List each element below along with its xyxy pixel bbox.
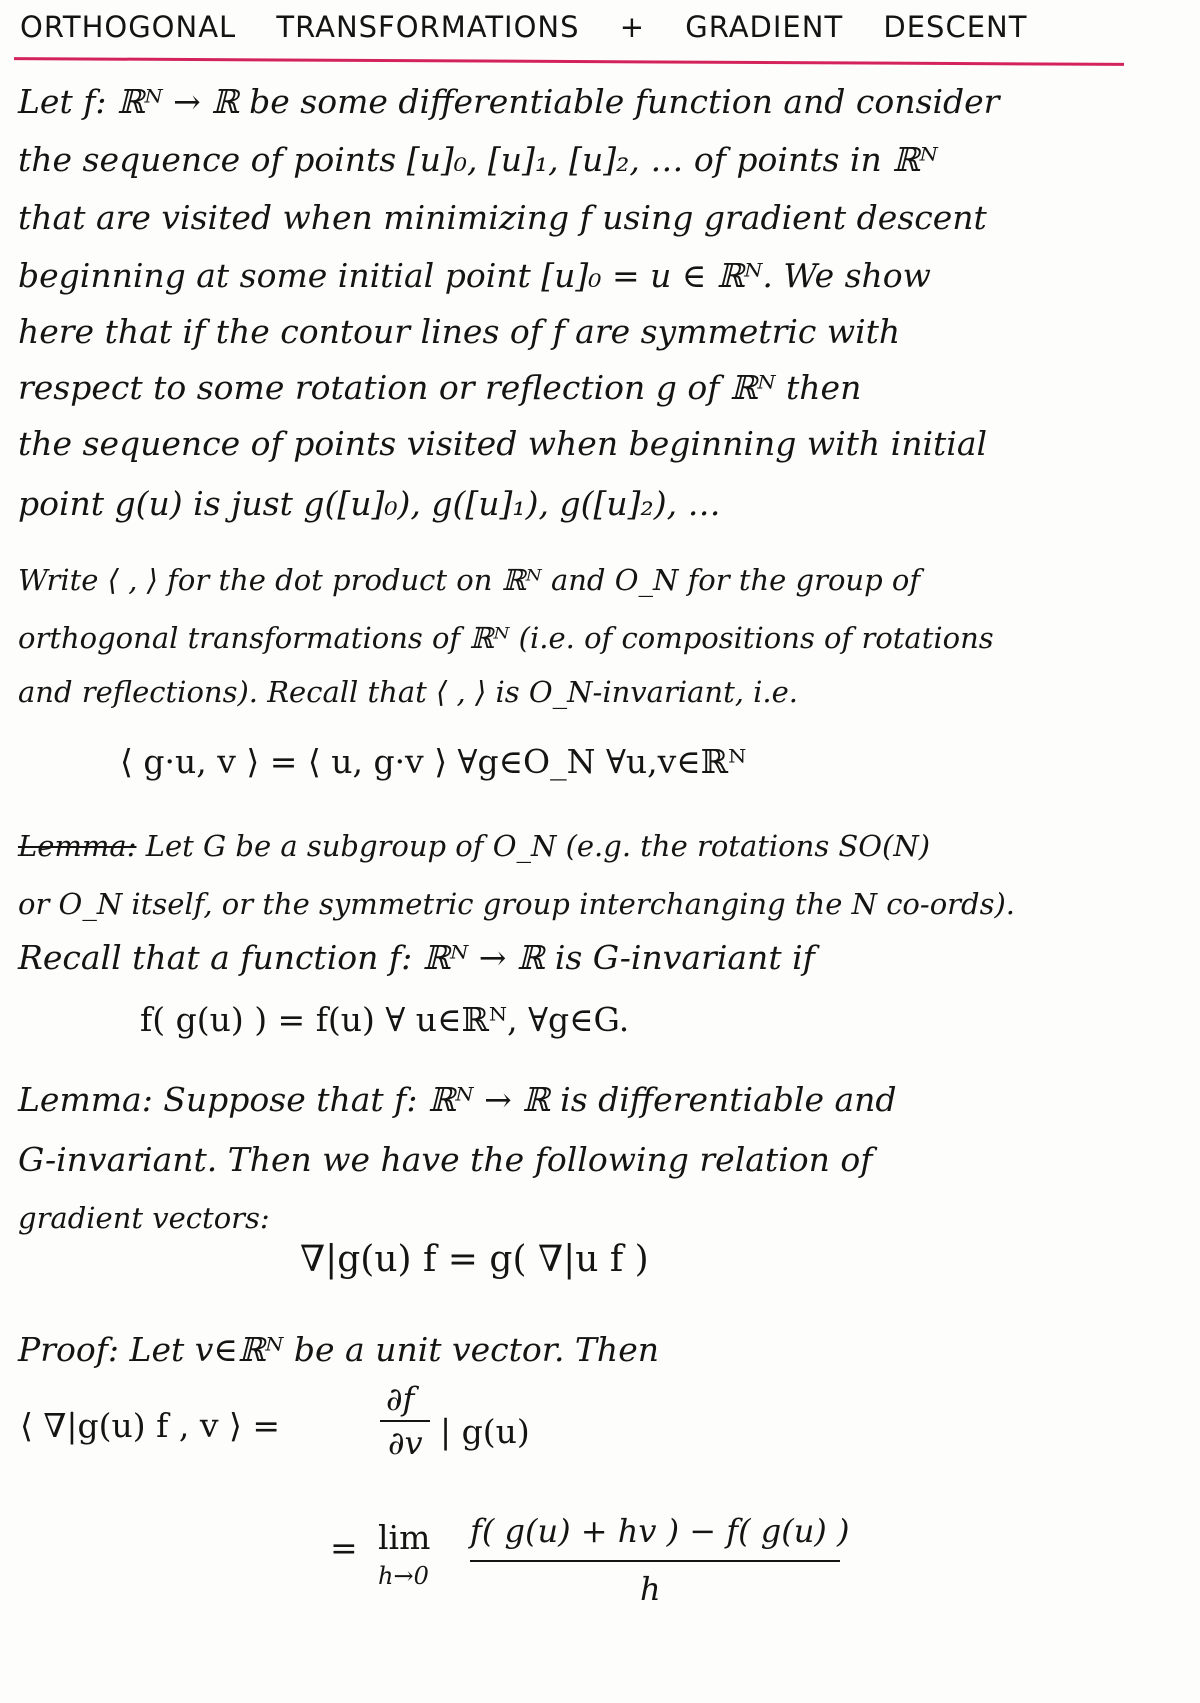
fraction-numerator: ∂f	[386, 1380, 415, 1418]
text-line: or O_N itself, or the symmetric group interchanging the N co-ords).	[18, 887, 1015, 921]
equation-dot-product-invariance: ⟨ g·u, v ⟩ = ⟨ u, g·v ⟩ ∀g∈O_N ∀u,v∈ℝᴺ	[120, 742, 747, 781]
text-line: Lemma: Suppose that f: ℝᴺ → ℝ is differentiable and	[18, 1080, 897, 1119]
text-line	[18, 826, 930, 866]
fraction-bar	[470, 1560, 840, 1562]
text-line: orthogonal transformations of ℝᴺ (i.e. of compositions of rotations	[18, 621, 994, 655]
title-word: GRADIENT	[685, 10, 844, 44]
text-line: Let f: ℝᴺ → ℝ be some differentiable function and consider	[18, 82, 1000, 121]
text-line: the sequence of points [u]₀, [u]₁, [u]₂, … of points in ℝᴺ	[18, 140, 938, 179]
text-line: gradient vectors:	[18, 1201, 270, 1235]
text-line: the sequence of points visited when beginning with initial	[18, 424, 988, 463]
title-word: TRANSFORMATIONS	[276, 10, 580, 44]
text-line: G-invariant. Then we have the following relation of	[18, 1140, 873, 1179]
title-word: ORTHOGONAL	[20, 10, 237, 44]
limit-operator: lim	[378, 1518, 431, 1557]
equals-sign: =	[330, 1528, 358, 1567]
fraction-numerator: f( g(u) + hv ) − f( g(u) )	[470, 1512, 850, 1550]
fraction-denominator: h	[640, 1570, 661, 1608]
title-word: +	[619, 10, 646, 44]
title-underline	[14, 57, 1124, 66]
text-line: that are visited when minimizing f using gradient descent	[18, 198, 987, 237]
text-line: here that if the contour lines of f are symmetric with	[18, 312, 901, 351]
text-line: Write ⟨ , ⟩ for the dot product on ℝᴺ and O_N for the group of	[18, 563, 921, 597]
text-line: Proof: Let v∈ℝᴺ be a unit vector. Then	[18, 1330, 659, 1369]
title-word: DESCENT	[883, 10, 1028, 44]
limit-subscript: h→0	[378, 1562, 429, 1590]
page-title	[20, 10, 1130, 44]
crossed-out-word: Lemma:	[18, 829, 137, 863]
text-span: Let G be a subgroup of O_N (e.g. the rotations SO(N)	[145, 829, 931, 863]
evaluation-bar: | g(u)	[440, 1412, 530, 1451]
equation-proof-lhs: ⟨ ∇|g(u) f , v ⟩ =	[20, 1406, 280, 1445]
text-line: and reflections). Recall that ⟨ , ⟩ is O_N-invariant, i.e.	[18, 675, 799, 709]
text-line: point g(u) is just g([u]₀), g([u]₁), g([u]₂), …	[18, 484, 721, 523]
text-line: Recall that a function f: ℝᴺ → ℝ is G-invariant if	[18, 938, 815, 977]
equation-g-invariance: f( g(u) ) = f(u) ∀ u∈ℝᴺ, ∀g∈G.	[140, 1000, 630, 1039]
text-line: respect to some rotation or reflection g of ℝᴺ then	[18, 368, 862, 407]
equation-gradient-relation: ∇|g(u) f = g( ∇|u f )	[300, 1239, 649, 1280]
fraction-denominator: ∂v	[388, 1424, 423, 1462]
fraction-bar	[380, 1420, 430, 1422]
text-line: beginning at some initial point [u]₀ = u ∈ ℝᴺ. We show	[18, 256, 931, 295]
